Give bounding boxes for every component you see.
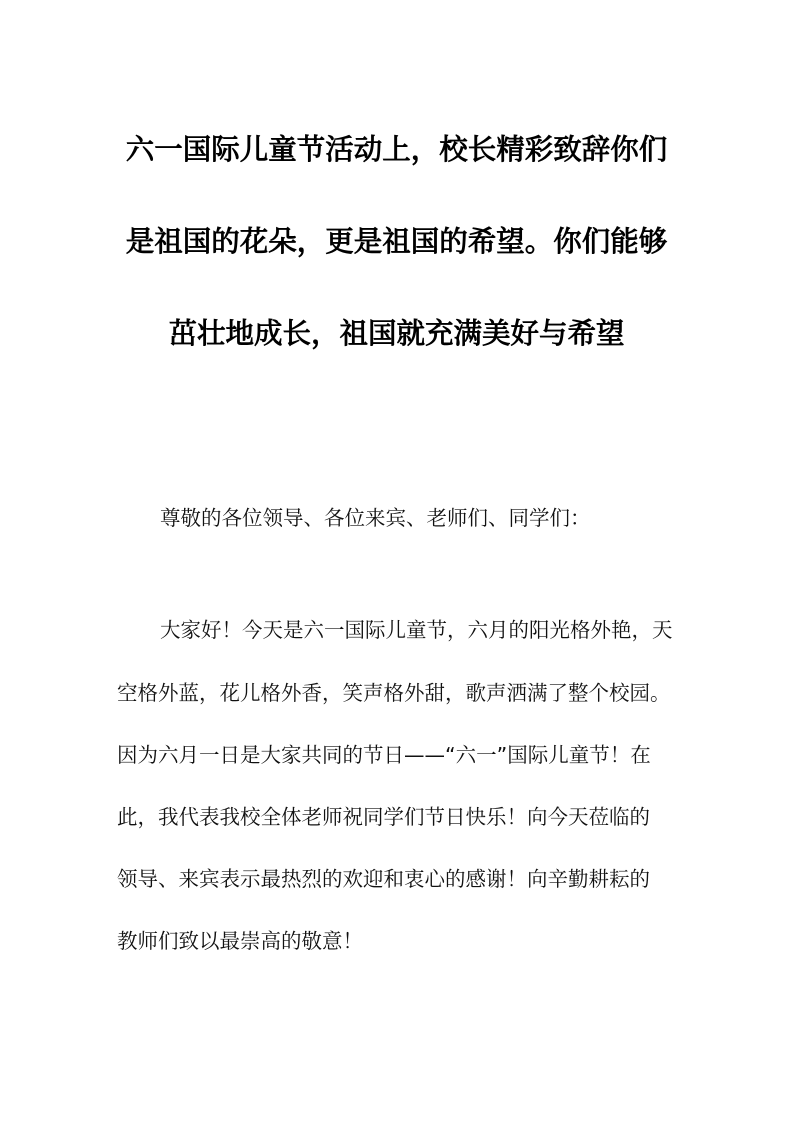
title-line-1: 六一国际儿童节活动上，校长精彩致辞你们 — [125, 133, 668, 166]
paragraph-line: 因为六月一日是大家共同的节日——“六一”国际儿童节！在 — [117, 743, 651, 767]
paragraph-line: 大家好！今天是六一国际儿童节，六月的阳光格外艳，天 — [160, 618, 673, 642]
paragraph-line: 空格外蓝，花儿格外香，笑声格外甜，歌声洒满了整个校园。 — [117, 681, 671, 705]
title-line-2: 是祖国的花朵，更是祖国的希望。你们能够 — [125, 225, 668, 258]
paragraph-line: 此，我代表我校全体老师祝同学们节日快乐！向今天莅临的 — [117, 805, 650, 829]
salutation: 尊敬的各位领导、各位来宾、老师们、同学们： — [160, 506, 591, 530]
paragraph-line: 教师们致以最崇高的敬意！ — [117, 929, 363, 953]
title-line-3: 茁壮地成长，祖国就充满美好与希望 — [168, 317, 625, 350]
paragraph-line: 领导、来宾表示最热烈的欢迎和衷心的感谢！向辛勤耕耘的 — [117, 867, 650, 891]
